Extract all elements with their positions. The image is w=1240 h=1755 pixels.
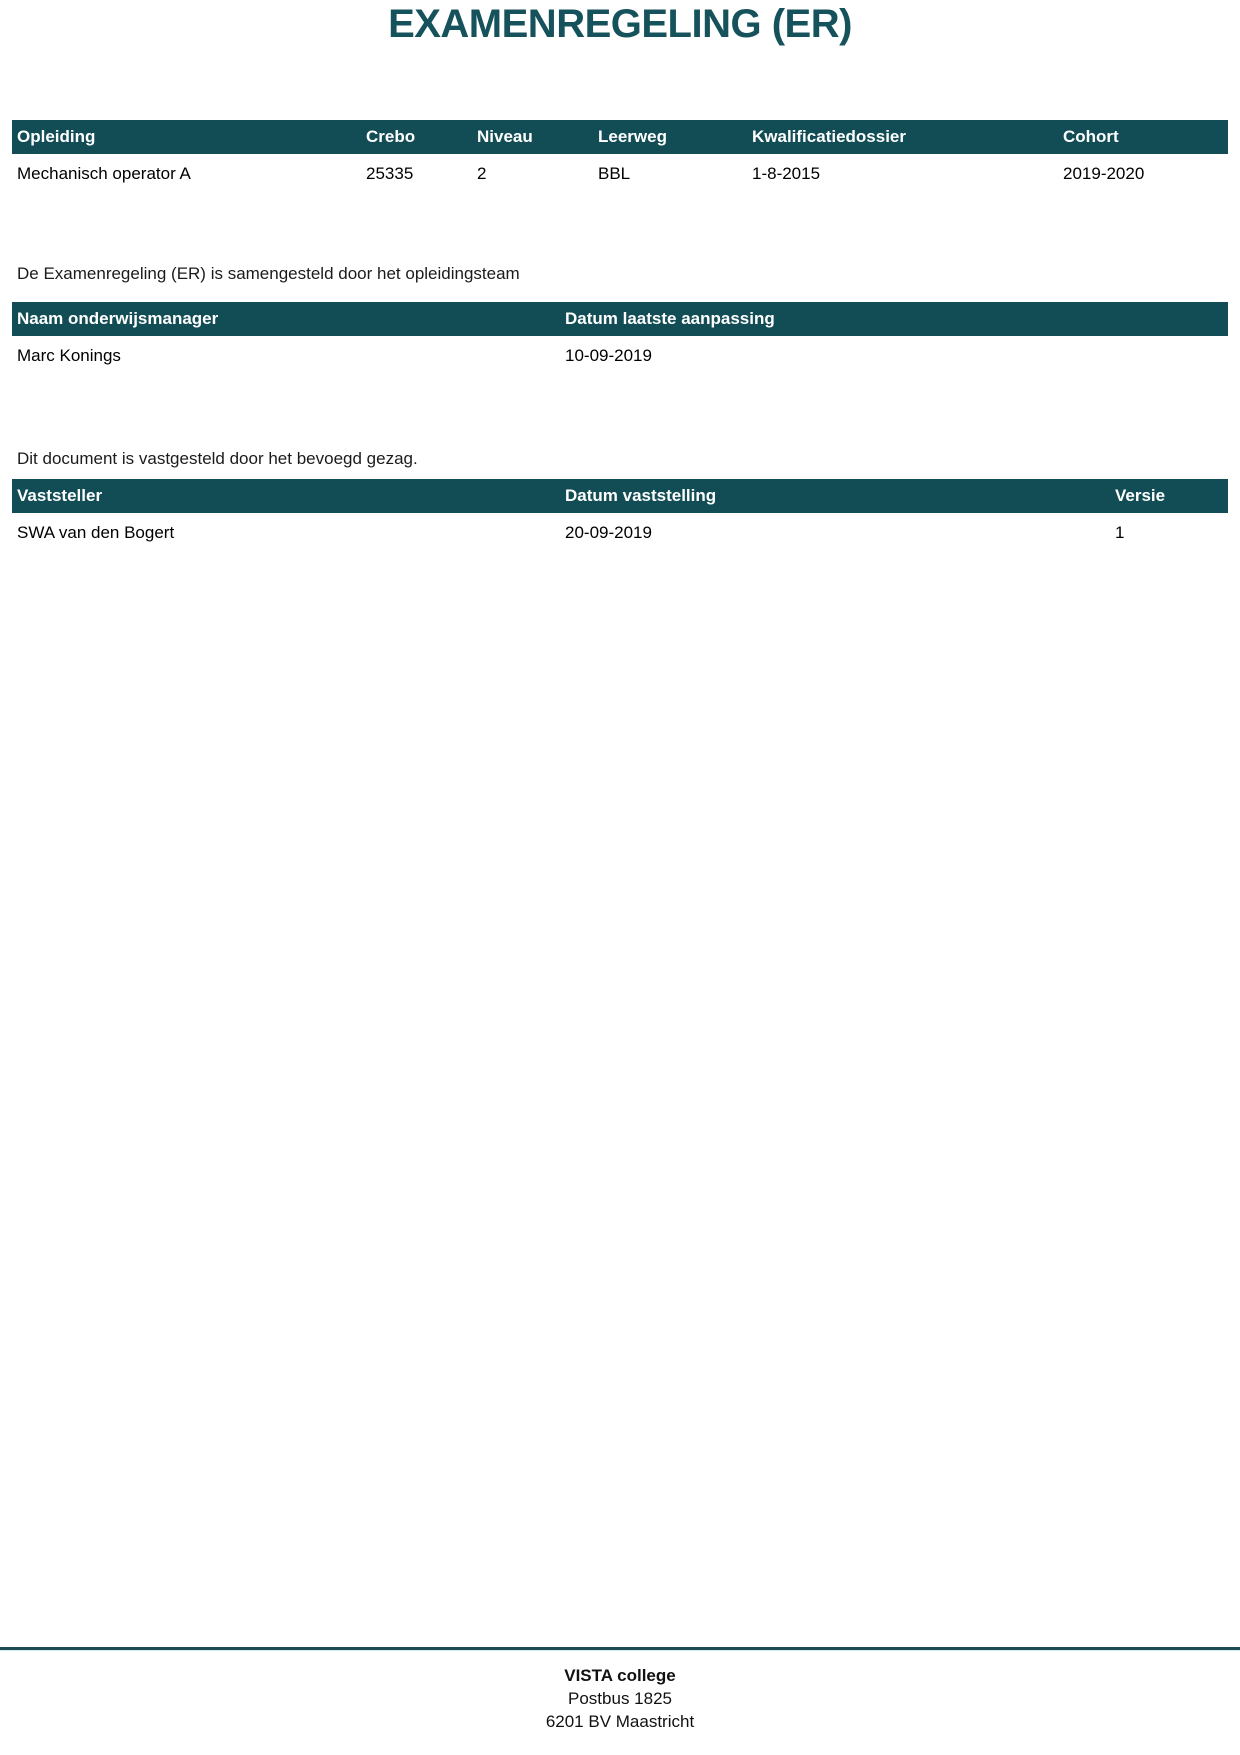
header-cell-opleiding: Opleiding: [17, 127, 96, 146]
footer-divider-line: [0, 1647, 1240, 1651]
opleiding-table-row: [12, 154, 1228, 194]
manager-table: [12, 302, 1228, 376]
cell-datum-laatste-aanpassing-value: 10-09-2019: [565, 346, 652, 365]
cell-datum-vaststelling-value: 20-09-2019: [565, 523, 652, 542]
opleiding-table-header-row: [12, 120, 1228, 154]
cell-cohort-value: 2019-2020: [1063, 164, 1145, 183]
cell-leerweg-value: BBL: [598, 164, 631, 183]
vaststelling-table-row: [12, 513, 1228, 553]
header-cell-datum-laatste-aanpassing: Datum laatste aanpassing: [565, 309, 775, 328]
intro-team-text: De Examenregeling (ER) is samengesteld door het opleidingsteam: [17, 264, 520, 283]
footer-address-line2: 6201 BV Maastricht: [545, 1712, 695, 1731]
page-title: EXAMENREGELING (ER): [388, 2, 852, 46]
header-cell-vaststeller: Vaststeller: [17, 486, 103, 505]
header-cell-datum-vaststelling: Datum vaststelling: [565, 486, 717, 505]
header-cell-leerweg: Leerweg: [598, 127, 667, 146]
footer-address-line1: Postbus 1825: [568, 1689, 672, 1708]
vaststelling-table-header-row: [12, 479, 1228, 513]
header-cell-niveau: Niveau: [477, 127, 533, 146]
manager-table-row: [12, 336, 1228, 376]
cell-vaststeller-value: SWA van den Bogert: [17, 523, 175, 542]
vaststelling-table: [12, 479, 1228, 553]
cell-opleiding-value: Mechanisch operator A: [17, 164, 191, 183]
cell-naam-onderwijsmanager-value: Marc Konings: [17, 346, 121, 365]
cell-versie-value: 1: [1115, 523, 1125, 542]
opleiding-table: [12, 120, 1228, 194]
header-cell-crebo: Crebo: [366, 127, 416, 146]
cell-niveau-value: 2: [477, 164, 487, 183]
manager-table-header-row: [12, 302, 1228, 336]
cell-kwalificatiedossier-value: 1-8-2015: [752, 164, 821, 183]
footer: [0, 1664, 1240, 1733]
header-cell-kwalificatiedossier: Kwalificatiedossier: [752, 127, 907, 146]
header-cell-cohort: Cohort: [1063, 127, 1119, 146]
header-cell-versie: Versie: [1115, 486, 1166, 505]
header-cell-naam-onderwijsmanager: Naam onderwijsmanager: [17, 309, 219, 328]
footer-org-name: VISTA college: [564, 1666, 676, 1685]
intro-gezag-text: Dit document is vastgesteld door het bevoegd gezag.: [17, 449, 418, 468]
cell-crebo-value: 25335: [366, 164, 414, 183]
